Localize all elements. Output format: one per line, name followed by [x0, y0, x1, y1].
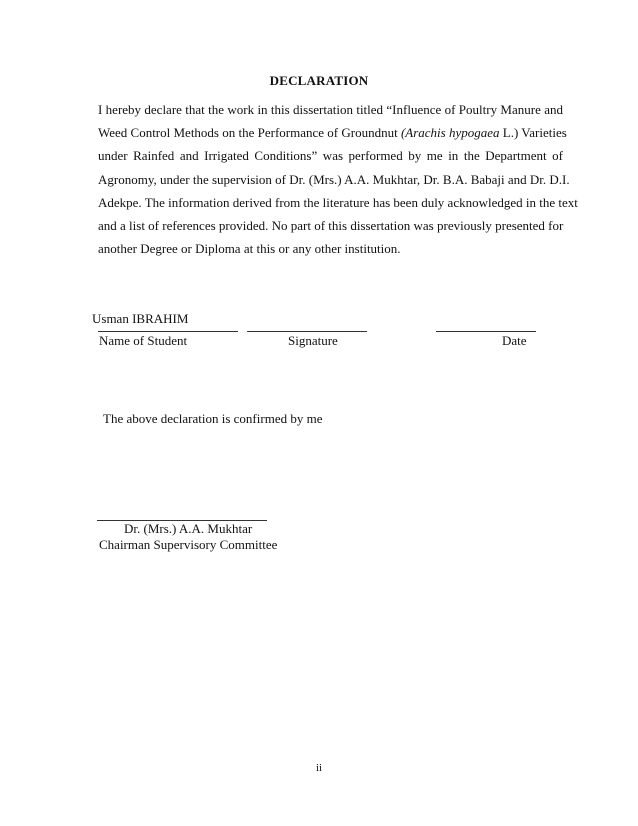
signature-line	[247, 331, 367, 332]
species-name: (Arachis hypogaea	[400, 125, 500, 141]
declaration-text: Weed Control Methods on the Performance of Groundnut	[98, 125, 401, 141]
declaration-line: under Rainfed and Irrigated Conditions” was performed by me in the Department of	[98, 148, 563, 164]
declaration-line: another Degree or Diploma at this or any other institution.	[98, 241, 401, 257]
name-signature-line	[98, 331, 238, 332]
page-title: DECLARATION	[269, 73, 369, 88]
student-name-label: Name of Student	[99, 333, 188, 348]
confirmation-text: The above declaration is confirmed by me	[103, 411, 323, 426]
date-label: Date	[502, 333, 527, 348]
declaration-line: Adekpe. The information derived from the literature has been duly acknowledged in the text	[98, 194, 578, 210]
student-name: Usman IBRAHIM	[92, 311, 189, 326]
page-number: ii	[315, 762, 323, 774]
declaration-line	[98, 121, 567, 144]
supervisor-name: Dr. (Mrs.) A.A. Mukhtar	[124, 521, 253, 536]
declaration-line: Agronomy, under the supervision of Dr. (Mrs.) A.A. Mukhtar, Dr. B.A. Babaji and Dr. D.I.	[98, 171, 570, 187]
supervisor-title: Chairman Supervisory Committee	[99, 537, 278, 552]
date-line	[436, 331, 536, 332]
signature-label: Signature	[288, 333, 338, 348]
declaration-paragraph	[98, 98, 578, 260]
declaration-line: I hereby declare that the work in this dissertation titled “Influence of Poultry Manure and	[98, 102, 563, 117]
declaration-line: and a list of references provided. No part of this dissertation was previously presented for	[98, 218, 564, 234]
declaration-text: L.) Varieties	[499, 125, 567, 141]
